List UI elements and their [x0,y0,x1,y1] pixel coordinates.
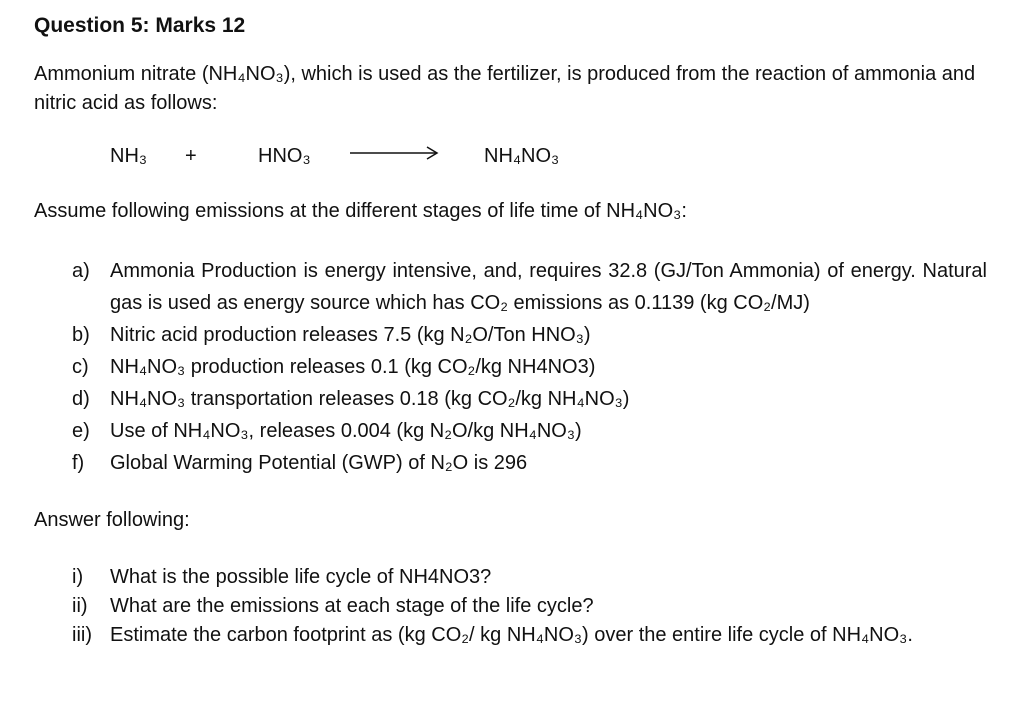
intro-paragraph: Ammonium nitrate (NH₄NO₃), which is used as the fertilizer, is produced from the reaction of ammonia and nitric acid as follows: [34,63,976,114]
emissions-list [72,255,987,479]
list-item-label: a) [72,260,90,282]
list-item-label: d) [72,388,90,410]
list-item-label: c) [72,356,89,378]
list-item-text: Nitric acid production releases 7.5 (kg N₂O/Ton HNO₃) [110,324,591,346]
list-item-label: ii) [72,595,88,617]
list-item-text: Use of NH₄NO₃, releases 0.004 (kg N₂O/kg NH₄NO₃) [110,420,582,442]
questions-list [72,563,987,650]
list-item-label: f) [72,452,85,474]
list-item-text: Estimate the carbon footprint as (kg CO₂/ kg NH₄NO₃) over the entire life cycle of NH₄NO₃. [110,624,913,646]
list-item [72,351,987,383]
list-item-label: e) [72,420,90,442]
list-item [72,415,987,447]
list-item [72,563,987,592]
list-item-label: iii) [72,624,92,646]
product-ammonium-nitrate: NH₄NO₃ [484,145,560,167]
list-item [72,255,987,319]
list-item [72,447,987,479]
answer-heading: Answer following: [34,509,190,531]
list-item-text: NH₄NO₃ transportation releases 0.18 (kg CO₂/kg NH₄NO₃) [110,388,630,410]
list-item-text: Global Warming Potential (GWP) of N₂O is 296 [110,452,528,474]
list-item-text: What are the emissions at each stage of the life cycle? [110,595,594,617]
list-item [72,319,987,351]
reactant-ammonia: NH₃ [110,145,148,167]
reactant-nitric-acid: HNO₃ [258,145,311,167]
list-item-label: i) [72,566,84,588]
plus-sign: + [185,145,197,167]
list-item [72,621,987,650]
list-item-text: What is the possible life cycle of NH4NO3? [110,566,492,588]
right-arrow-icon [348,143,440,163]
list-item-text: Ammonia Production is energy intensive, and, requires 32.8 (GJ/Ton Ammonia) of energy. Natural gas is used as energy source which has CO₂ emissions as 0.1139 (kg CO₂/MJ) [110,260,987,314]
list-item [72,383,987,415]
assume-statement: Assume following emissions at the different stages of life time of NH₄NO₃: [34,200,687,222]
list-item-text: NH₄NO₃ production releases 0.1 (kg CO₂/kg NH4NO3) [110,356,596,378]
list-item [72,592,987,621]
question-title: Question 5: Marks 12 [34,14,246,37]
list-item-label: b) [72,324,90,346]
